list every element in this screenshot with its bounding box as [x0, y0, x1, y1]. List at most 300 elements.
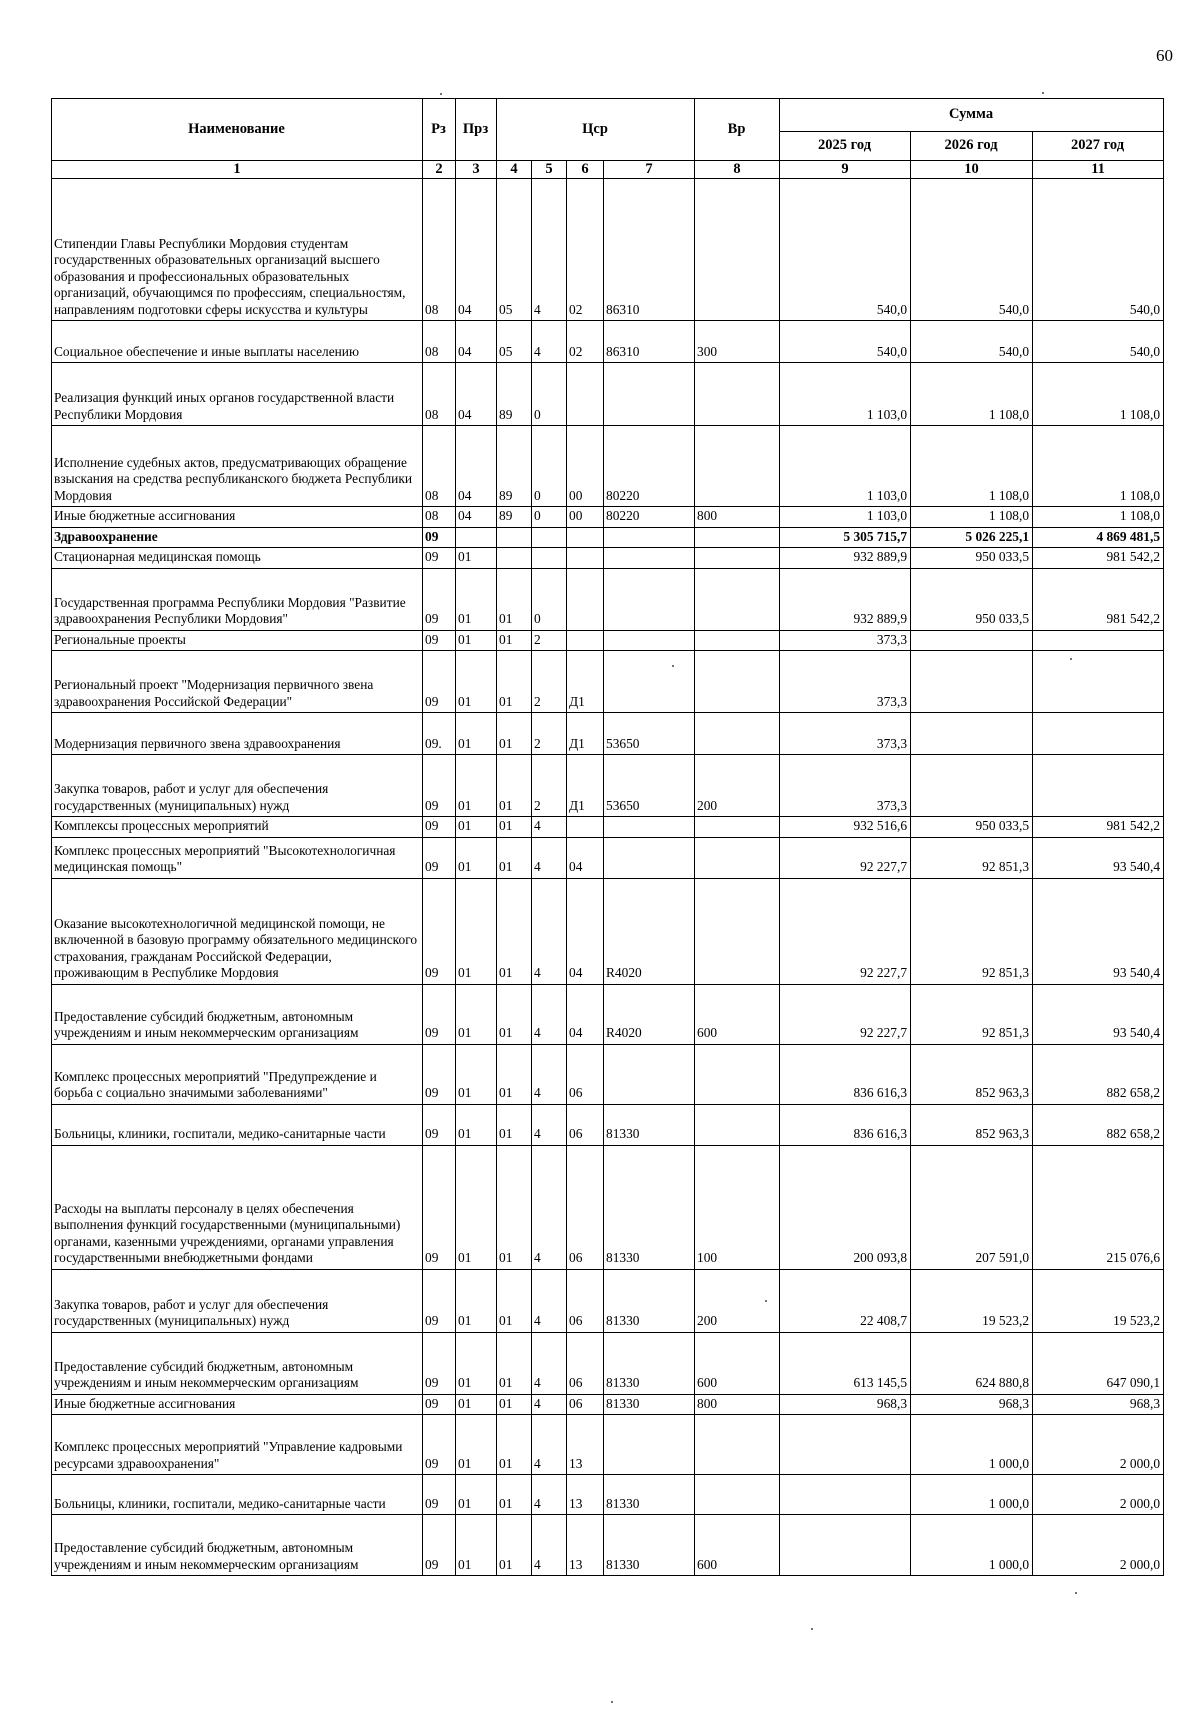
code-csr-program: 05 — [497, 179, 532, 321]
code-vr — [695, 548, 780, 569]
amount-2026: 92 851,3 — [911, 837, 1033, 878]
code-vr — [695, 878, 780, 984]
code-csr-structure: 06 — [567, 1145, 604, 1269]
column-number: 6 — [567, 161, 604, 179]
code-prz: 01 — [456, 630, 497, 651]
code-csr-program: 01 — [497, 1394, 532, 1415]
row-name: Закупка товаров, работ и услуг для обеспечения государственных (муниципальных) нужд — [52, 1269, 423, 1332]
code-csr-type — [532, 527, 567, 548]
code-csr-direction: 81330 — [604, 1145, 695, 1269]
code-csr-program — [497, 527, 532, 548]
code-vr: 600 — [695, 984, 780, 1044]
amount-2027: 882 658,2 — [1033, 1104, 1164, 1145]
code-csr-type: 2 — [532, 713, 567, 755]
amount-2025: 92 227,7 — [780, 878, 911, 984]
table-row — [52, 527, 1164, 548]
code-prz: 01 — [456, 1145, 497, 1269]
code-vr — [695, 837, 780, 878]
code-csr-program: 01 — [497, 878, 532, 984]
table-row — [52, 1475, 1164, 1515]
table-row — [52, 755, 1164, 817]
code-csr-direction: 81330 — [604, 1269, 695, 1332]
code-vr: 300 — [695, 321, 780, 363]
amount-2025: 968,3 — [780, 1394, 911, 1415]
code-csr-direction — [604, 1415, 695, 1475]
table-row — [52, 568, 1164, 630]
code-csr-program: 01 — [497, 1415, 532, 1475]
code-csr-program: 01 — [497, 568, 532, 630]
code-csr-direction: 81330 — [604, 1515, 695, 1576]
code-csr-type: 4 — [532, 878, 567, 984]
code-rz: 09 — [423, 878, 456, 984]
code-vr — [695, 713, 780, 755]
column-number: 11 — [1033, 161, 1164, 179]
row-name: Стипендии Главы Республики Мордовия студентам государственных образовательных организаций высшего образования и профессиональных образовательных организаций, обучающимся по профессиям, специальностям, направлениям подготовки сферы искусства и культуры — [52, 179, 423, 321]
code-prz: 04 — [456, 507, 497, 528]
amount-2026: 1 108,0 — [911, 426, 1033, 507]
code-vr: 200 — [695, 755, 780, 817]
code-prz: 04 — [456, 426, 497, 507]
code-csr-structure: 04 — [567, 878, 604, 984]
code-csr-direction: 81330 — [604, 1394, 695, 1415]
code-prz: 01 — [456, 1044, 497, 1104]
code-csr-type: 4 — [532, 1269, 567, 1332]
amount-2026: 852 963,3 — [911, 1104, 1033, 1145]
amount-2026: 950 033,5 — [911, 568, 1033, 630]
table-row — [52, 548, 1164, 569]
code-csr-direction: 80220 — [604, 426, 695, 507]
code-csr-direction — [604, 568, 695, 630]
row-name: Региональные проекты — [52, 630, 423, 651]
code-csr-direction — [604, 817, 695, 838]
amount-2027 — [1033, 713, 1164, 755]
table-row — [52, 321, 1164, 363]
amount-2026: 1 108,0 — [911, 507, 1033, 528]
code-rz: 09 — [423, 1332, 456, 1394]
amount-2026: 207 591,0 — [911, 1145, 1033, 1269]
code-vr — [695, 1415, 780, 1475]
column-number: 4 — [497, 161, 532, 179]
row-name: Региональный проект "Модернизация первичного звена здравоохранения Российской Федерации" — [52, 651, 423, 713]
row-name: Расходы на выплаты персоналу в целях обеспечения выполнения функций государственными (муниципальными) органами, казенными учреждениями, органами управления государственными внебюджетными фондами — [52, 1145, 423, 1269]
code-csr-structure: 04 — [567, 837, 604, 878]
code-rz: 09 — [423, 568, 456, 630]
code-csr-program: 89 — [497, 426, 532, 507]
code-csr-program: 01 — [497, 1515, 532, 1576]
code-rz: 09 — [423, 630, 456, 651]
code-csr-direction: 81330 — [604, 1475, 695, 1515]
header-prz: Прз — [456, 99, 497, 161]
table-row — [52, 507, 1164, 528]
amount-2025: 613 145,5 — [780, 1332, 911, 1394]
amount-2026: 540,0 — [911, 321, 1033, 363]
amount-2027: 93 540,4 — [1033, 878, 1164, 984]
row-name: Иные бюджетные ассигнования — [52, 507, 423, 528]
table-row — [52, 1415, 1164, 1475]
column-number: 1 — [52, 161, 423, 179]
code-csr-direction — [604, 363, 695, 426]
code-csr-type: 4 — [532, 179, 567, 321]
header-year-2025: 2025 год — [780, 132, 911, 161]
code-csr-program: 01 — [497, 1104, 532, 1145]
code-csr-structure — [567, 548, 604, 569]
amount-2026: 852 963,3 — [911, 1044, 1033, 1104]
code-vr — [695, 1044, 780, 1104]
code-csr-type: 4 — [532, 1415, 567, 1475]
amount-2025: 373,3 — [780, 755, 911, 817]
amount-2026: 1 000,0 — [911, 1475, 1033, 1515]
code-rz: 09 — [423, 1104, 456, 1145]
code-prz: 01 — [456, 548, 497, 569]
code-csr-direction: 81330 — [604, 1332, 695, 1394]
code-csr-structure: 04 — [567, 984, 604, 1044]
code-prz: 01 — [456, 1415, 497, 1475]
row-name: Закупка товаров, работ и услуг для обеспечения государственных (муниципальных) нужд — [52, 755, 423, 817]
column-number: 10 — [911, 161, 1033, 179]
amount-2027: 647 090,1 — [1033, 1332, 1164, 1394]
code-csr-program: 01 — [497, 1332, 532, 1394]
row-name: Комплекс процессных мероприятий "Высокотехнологичная медицинская помощь" — [52, 837, 423, 878]
code-csr-program: 01 — [497, 1145, 532, 1269]
table-row — [52, 651, 1164, 713]
row-name: Здравоохранение — [52, 527, 423, 548]
amount-2027 — [1033, 630, 1164, 651]
column-number: 7 — [604, 161, 695, 179]
table-row — [52, 837, 1164, 878]
code-csr-structure: Д1 — [567, 651, 604, 713]
row-name: Предоставление субсидий бюджетным, автономным учреждениям и иным некоммерческим организациям — [52, 1515, 423, 1576]
amount-2025: 92 227,7 — [780, 984, 911, 1044]
amount-2026: 92 851,3 — [911, 984, 1033, 1044]
code-rz: 09 — [423, 984, 456, 1044]
code-csr-program: 01 — [497, 1044, 532, 1104]
row-name: Предоставление субсидий бюджетным, автономным учреждениям и иным некоммерческим организациям — [52, 984, 423, 1044]
code-csr-program: 05 — [497, 321, 532, 363]
table-row — [52, 363, 1164, 426]
amount-2027: 215 076,6 — [1033, 1145, 1164, 1269]
table-row — [52, 426, 1164, 507]
code-csr-structure: 00 — [567, 426, 604, 507]
code-csr-type: 0 — [532, 363, 567, 426]
code-csr-structure: 13 — [567, 1515, 604, 1576]
code-rz: 08 — [423, 426, 456, 507]
amount-2025 — [780, 1515, 911, 1576]
code-csr-type: 4 — [532, 984, 567, 1044]
code-prz: 01 — [456, 1104, 497, 1145]
code-prz: 01 — [456, 837, 497, 878]
code-rz: 08 — [423, 363, 456, 426]
amount-2026: 5 026 225,1 — [911, 527, 1033, 548]
amount-2025: 540,0 — [780, 179, 911, 321]
table-row — [52, 630, 1164, 651]
row-name: Иные бюджетные ассигнования — [52, 1394, 423, 1415]
amount-2027: 2 000,0 — [1033, 1475, 1164, 1515]
amount-2027: 1 108,0 — [1033, 426, 1164, 507]
budget-table — [51, 98, 1164, 1576]
amount-2025: 373,3 — [780, 651, 911, 713]
amount-2026: 1 108,0 — [911, 363, 1033, 426]
amount-2025 — [780, 1415, 911, 1475]
code-csr-type: 4 — [532, 1475, 567, 1515]
code-rz: 09 — [423, 1515, 456, 1576]
code-rz: 09 — [423, 837, 456, 878]
code-csr-structure: 13 — [567, 1415, 604, 1475]
row-name: Социальное обеспечение и иные выплаты населению — [52, 321, 423, 363]
code-csr-direction — [604, 1044, 695, 1104]
row-name: Модернизация первичного звена здравоохранения — [52, 713, 423, 755]
row-name: Предоставление субсидий бюджетным, автономным учреждениям и иным некоммерческим организациям — [52, 1332, 423, 1394]
code-vr — [695, 568, 780, 630]
amount-2025: 836 616,3 — [780, 1104, 911, 1145]
code-csr-program: 89 — [497, 507, 532, 528]
table-row — [52, 1269, 1164, 1332]
amount-2027: 981 542,2 — [1033, 568, 1164, 630]
code-csr-program: 01 — [497, 837, 532, 878]
code-csr-type: 2 — [532, 630, 567, 651]
amount-2025: 932 889,9 — [780, 548, 911, 569]
code-prz: 01 — [456, 713, 497, 755]
amount-2025: 92 227,7 — [780, 837, 911, 878]
code-rz: 09 — [423, 1044, 456, 1104]
amount-2027: 968,3 — [1033, 1394, 1164, 1415]
code-vr — [695, 426, 780, 507]
code-csr-type: 4 — [532, 1515, 567, 1576]
column-number: 5 — [532, 161, 567, 179]
amount-2025: 1 103,0 — [780, 507, 911, 528]
amount-2026: 950 033,5 — [911, 817, 1033, 838]
amount-2027: 93 540,4 — [1033, 837, 1164, 878]
code-vr: 600 — [695, 1515, 780, 1576]
amount-2027 — [1033, 755, 1164, 817]
code-vr — [695, 1104, 780, 1145]
amount-2027: 4 869 481,5 — [1033, 527, 1164, 548]
code-csr-program: 01 — [497, 984, 532, 1044]
code-csr-direction — [604, 837, 695, 878]
row-name: Больницы, клиники, госпитали, медико-санитарные части — [52, 1104, 423, 1145]
code-rz: 09 — [423, 1145, 456, 1269]
code-csr-type: 4 — [532, 1394, 567, 1415]
amount-2026: 624 880,8 — [911, 1332, 1033, 1394]
code-csr-structure: 02 — [567, 179, 604, 321]
code-csr-structure — [567, 527, 604, 548]
code-csr-type: 0 — [532, 426, 567, 507]
column-number: 3 — [456, 161, 497, 179]
code-csr-structure: Д1 — [567, 755, 604, 817]
row-name: Комплекс процессных мероприятий "Управление кадровыми ресурсами здравоохранения" — [52, 1415, 423, 1475]
code-csr-structure: Д1 — [567, 713, 604, 755]
code-csr-type: 4 — [532, 1332, 567, 1394]
amount-2026 — [911, 630, 1033, 651]
row-name: Комплексы процессных мероприятий — [52, 817, 423, 838]
code-prz: 01 — [456, 651, 497, 713]
code-csr-direction: 81330 — [604, 1104, 695, 1145]
amount-2026: 950 033,5 — [911, 548, 1033, 569]
header-name: Наименование — [52, 99, 423, 161]
code-prz: 01 — [456, 817, 497, 838]
row-name: Реализация функций иных органов государственной власти Республики Мордовия — [52, 363, 423, 426]
code-prz: 04 — [456, 321, 497, 363]
amount-2027: 882 658,2 — [1033, 1044, 1164, 1104]
amount-2025: 1 103,0 — [780, 363, 911, 426]
code-rz: 09 — [423, 527, 456, 548]
code-vr — [695, 363, 780, 426]
page-number: 60 — [1156, 46, 1173, 65]
code-csr-type: 2 — [532, 755, 567, 817]
amount-2026: 19 523,2 — [911, 1269, 1033, 1332]
code-csr-type: 4 — [532, 837, 567, 878]
amount-2027: 93 540,4 — [1033, 984, 1164, 1044]
table-row — [52, 1145, 1164, 1269]
amount-2025 — [780, 1475, 911, 1515]
code-csr-structure: 13 — [567, 1475, 604, 1515]
code-csr-program: 01 — [497, 651, 532, 713]
code-csr-program — [497, 548, 532, 569]
code-vr: 100 — [695, 1145, 780, 1269]
row-name: Больницы, клиники, госпитали, медико-санитарные части — [52, 1475, 423, 1515]
code-csr-type: 4 — [532, 1145, 567, 1269]
amount-2027: 1 108,0 — [1033, 507, 1164, 528]
amount-2027: 19 523,2 — [1033, 1269, 1164, 1332]
code-vr — [695, 817, 780, 838]
amount-2027: 540,0 — [1033, 321, 1164, 363]
code-csr-direction: 80220 — [604, 507, 695, 528]
code-csr-direction: R4020 — [604, 984, 695, 1044]
code-csr-structure: 06 — [567, 1104, 604, 1145]
code-csr-structure: 00 — [567, 507, 604, 528]
code-rz: 09 — [423, 817, 456, 838]
code-csr-structure — [567, 568, 604, 630]
code-vr: 200 — [695, 1269, 780, 1332]
amount-2026 — [911, 651, 1033, 713]
amount-2025: 1 103,0 — [780, 426, 911, 507]
code-csr-direction — [604, 548, 695, 569]
row-name: Государственная программа Республики Мордовия "Развитие здравоохранения Республики Мордовия" — [52, 568, 423, 630]
table-row — [52, 1104, 1164, 1145]
code-vr: 600 — [695, 1332, 780, 1394]
code-csr-type: 0 — [532, 568, 567, 630]
code-csr-type: 4 — [532, 1044, 567, 1104]
code-csr-type — [532, 548, 567, 569]
header-year-2026: 2026 год — [911, 132, 1033, 161]
column-number: 2 — [423, 161, 456, 179]
amount-2026: 92 851,3 — [911, 878, 1033, 984]
code-vr: 800 — [695, 1394, 780, 1415]
code-csr-direction: 53650 — [604, 713, 695, 755]
code-rz: 09 — [423, 1394, 456, 1415]
amount-2026 — [911, 713, 1033, 755]
code-csr-program: 01 — [497, 1475, 532, 1515]
code-prz: 01 — [456, 984, 497, 1044]
code-vr — [695, 630, 780, 651]
header-vr: Вр — [695, 99, 780, 161]
code-prz: 04 — [456, 179, 497, 321]
code-prz: 01 — [456, 878, 497, 984]
code-csr-direction: R4020 — [604, 878, 695, 984]
table-row — [52, 878, 1164, 984]
table-row — [52, 1515, 1164, 1576]
amount-2027 — [1033, 651, 1164, 713]
code-prz: 01 — [456, 1332, 497, 1394]
code-rz: 09 — [423, 1475, 456, 1515]
code-csr-type: 4 — [532, 1104, 567, 1145]
table-row — [52, 713, 1164, 755]
code-rz: 08 — [423, 321, 456, 363]
code-rz: 09 — [423, 1415, 456, 1475]
amount-2025: 373,3 — [780, 713, 911, 755]
header-sum: Сумма — [780, 99, 1164, 132]
table-row — [52, 1394, 1164, 1415]
column-number: 8 — [695, 161, 780, 179]
row-name: Стационарная медицинская помощь — [52, 548, 423, 569]
amount-2025: 373,3 — [780, 630, 911, 651]
row-name: Исполнение судебных актов, предусматривающих обращение взыскания на средства республиканского бюджета Республики Мордовия — [52, 426, 423, 507]
code-csr-structure — [567, 817, 604, 838]
code-prz: 01 — [456, 1475, 497, 1515]
row-name: Комплекс процессных мероприятий "Предупреждение и борьба с социально значимыми заболеваниями" — [52, 1044, 423, 1104]
code-csr-structure: 06 — [567, 1394, 604, 1415]
code-csr-program: 01 — [497, 713, 532, 755]
header-csr: Цср — [497, 99, 695, 161]
code-csr-direction: 86310 — [604, 321, 695, 363]
header-rz: Рз — [423, 99, 456, 161]
amount-2026: 1 000,0 — [911, 1515, 1033, 1576]
code-csr-direction — [604, 527, 695, 548]
code-csr-program: 01 — [497, 755, 532, 817]
code-csr-direction: 86310 — [604, 179, 695, 321]
table-row — [52, 1044, 1164, 1104]
amount-2025: 932 516,6 — [780, 817, 911, 838]
amount-2027: 2 000,0 — [1033, 1515, 1164, 1576]
code-rz: 08 — [423, 507, 456, 528]
code-rz: 08 — [423, 179, 456, 321]
code-csr-type: 0 — [532, 507, 567, 528]
code-vr: 800 — [695, 507, 780, 528]
code-csr-direction — [604, 651, 695, 713]
table-row — [52, 179, 1164, 321]
code-rz: 09 — [423, 755, 456, 817]
code-csr-direction — [604, 630, 695, 651]
code-csr-type: 2 — [532, 651, 567, 713]
code-csr-type: 4 — [532, 321, 567, 363]
table-row — [52, 1332, 1164, 1394]
amount-2025: 5 305 715,7 — [780, 527, 911, 548]
amount-2027: 981 542,2 — [1033, 817, 1164, 838]
amount-2025: 22 408,7 — [780, 1269, 911, 1332]
amount-2026 — [911, 755, 1033, 817]
row-name: Оказание высокотехнологичной медицинской помощи, не включенной в базовую программу обязательного медицинского страхования, гражданам Российской Федерации, проживающим в Республике Мордовия — [52, 878, 423, 984]
code-vr — [695, 527, 780, 548]
code-csr-structure — [567, 363, 604, 426]
code-prz: 01 — [456, 755, 497, 817]
code-rz: 09. — [423, 713, 456, 755]
amount-2025: 540,0 — [780, 321, 911, 363]
amount-2026: 540,0 — [911, 179, 1033, 321]
code-vr — [695, 179, 780, 321]
code-vr — [695, 651, 780, 713]
column-number-row — [52, 161, 1164, 179]
amount-2027: 540,0 — [1033, 179, 1164, 321]
code-csr-program: 01 — [497, 817, 532, 838]
code-prz: 04 — [456, 363, 497, 426]
table-row — [52, 817, 1164, 838]
code-prz: 01 — [456, 568, 497, 630]
amount-2025: 200 093,8 — [780, 1145, 911, 1269]
code-csr-program: 89 — [497, 363, 532, 426]
code-csr-structure: 06 — [567, 1044, 604, 1104]
code-csr-structure: 02 — [567, 321, 604, 363]
code-csr-program: 01 — [497, 630, 532, 651]
code-csr-structure: 06 — [567, 1269, 604, 1332]
